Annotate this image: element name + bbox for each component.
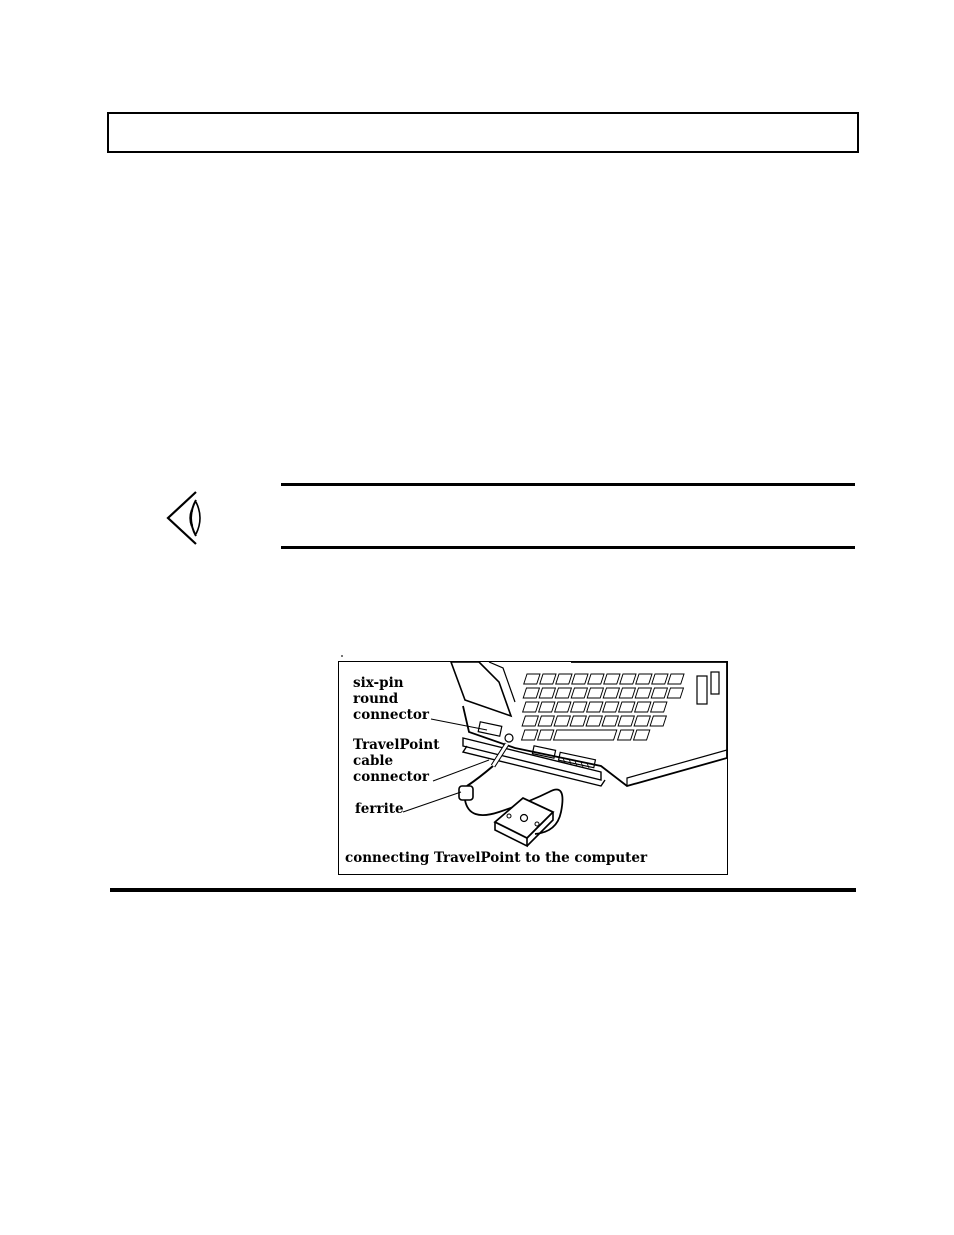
eye-icon bbox=[160, 488, 210, 548]
stray-mark bbox=[341, 655, 343, 657]
label-six-pin-connector: six-pin round connector bbox=[353, 675, 430, 723]
figure-travelpoint-connection bbox=[338, 661, 728, 875]
keyboard bbox=[506, 674, 688, 740]
note-top-rule bbox=[281, 483, 855, 486]
figure-caption: connecting TravelPoint to the computer bbox=[345, 850, 648, 866]
label-ferrite: ferrite bbox=[355, 801, 404, 817]
header-box bbox=[107, 112, 859, 153]
section-bottom-rule bbox=[110, 888, 856, 892]
label-cable-connector: TravelPoint cable connector bbox=[353, 737, 440, 785]
note-bottom-rule bbox=[281, 546, 855, 549]
